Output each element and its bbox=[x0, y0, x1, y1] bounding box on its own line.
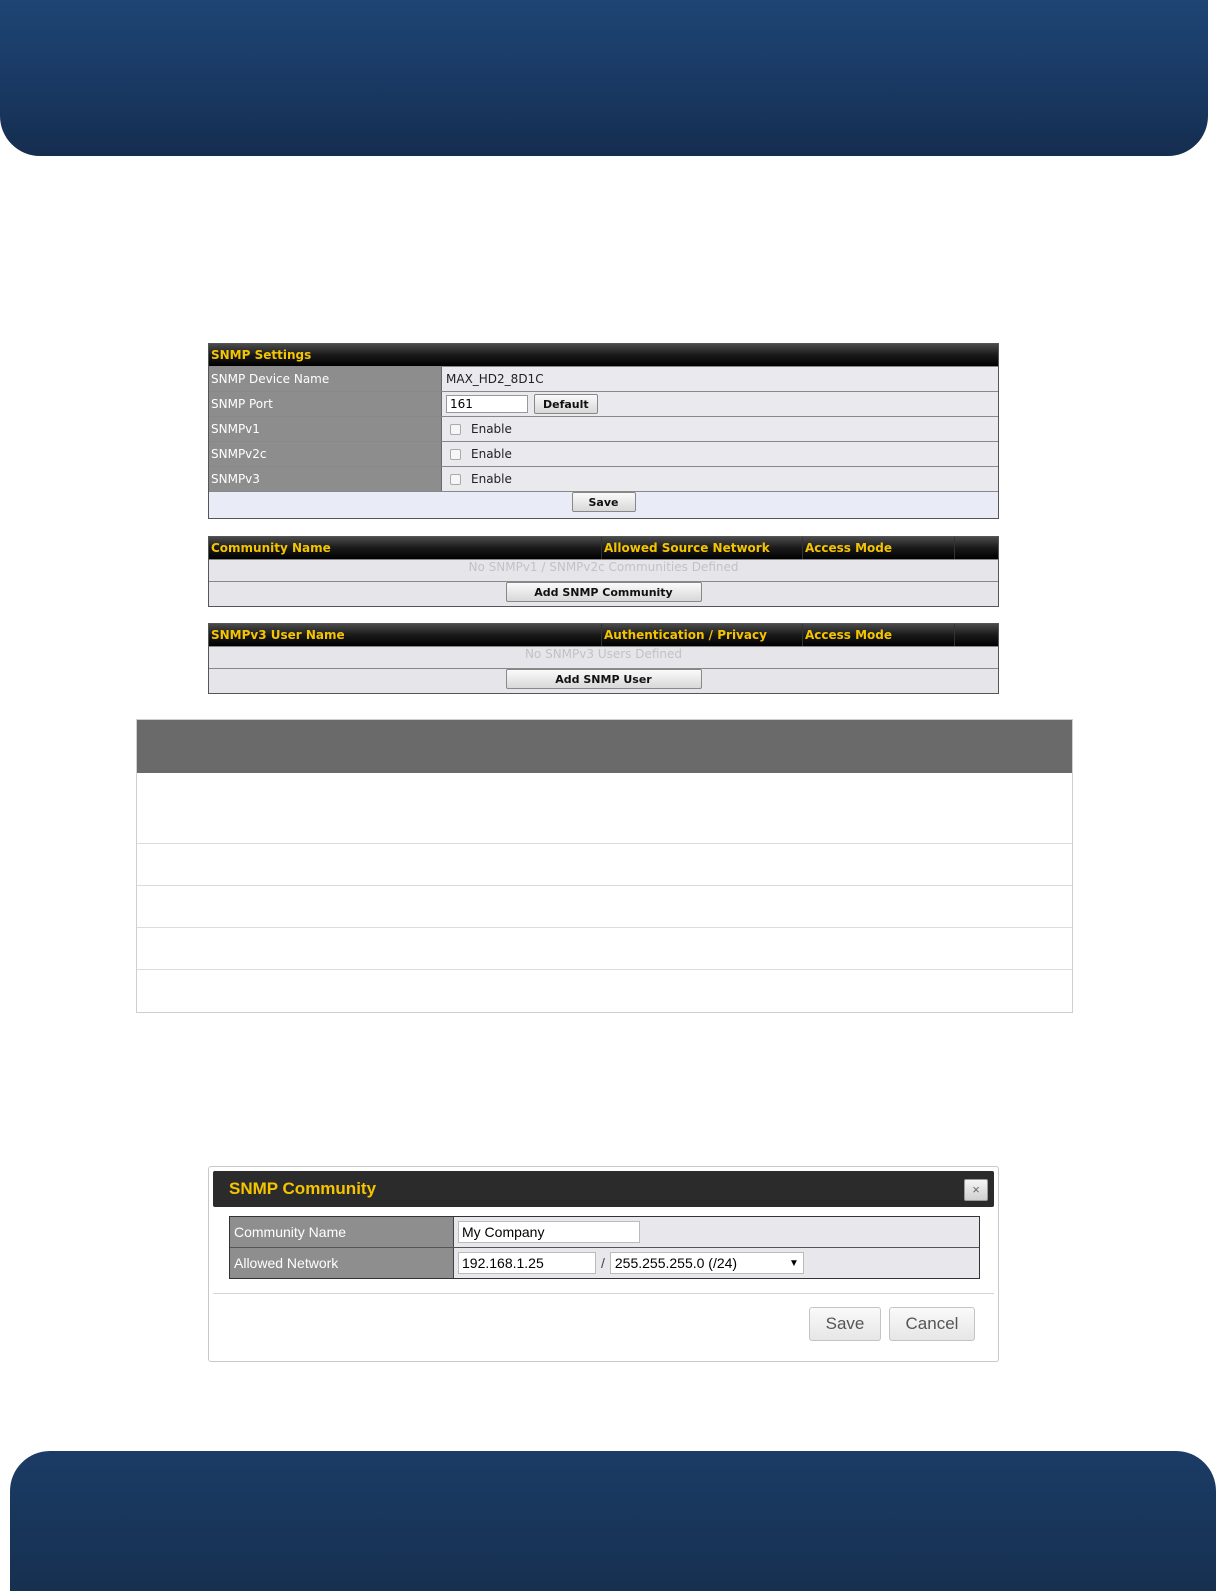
col-snmpv3-user-name: SNMPv3 User Name bbox=[209, 624, 602, 646]
add-community-row bbox=[209, 581, 998, 606]
add-snmp-user-button[interactable]: Add SNMP User bbox=[506, 669, 702, 689]
dialog-divider bbox=[213, 1293, 994, 1294]
device-name-label: SNMP Device Name bbox=[209, 367, 442, 391]
network-separator: / bbox=[601, 1255, 605, 1271]
snmpv3-checkbox[interactable] bbox=[450, 474, 461, 485]
snmp-settings-table bbox=[208, 343, 999, 519]
community-name-input[interactable] bbox=[458, 1221, 640, 1243]
network-ip-input[interactable] bbox=[458, 1252, 596, 1274]
snmp-settings-title: SNMP Settings bbox=[211, 348, 312, 362]
dialog-cancel-button[interactable]: Cancel bbox=[889, 1307, 975, 1341]
description-table bbox=[136, 719, 1073, 1013]
snmp-community-dialog bbox=[208, 1166, 999, 1362]
community-name-label: Community Name bbox=[230, 1217, 454, 1247]
close-icon[interactable]: × bbox=[964, 1179, 988, 1201]
description-row bbox=[137, 844, 1072, 886]
community-empty-row: No SNMPv1 / SNMPv2c Communities Defined bbox=[209, 559, 998, 581]
dialog-header bbox=[213, 1171, 994, 1207]
snmpv1-label: SNMPv1 bbox=[209, 417, 442, 441]
col-access-mode: Access Mode bbox=[803, 537, 955, 559]
community-table bbox=[208, 536, 999, 607]
row-device-name bbox=[209, 366, 998, 391]
description-row bbox=[137, 928, 1072, 970]
network-mask-value: 255.255.255.0 (/24) bbox=[614, 1255, 738, 1271]
row-snmpv3 bbox=[209, 466, 998, 491]
user-table-header bbox=[209, 624, 998, 646]
snmpv2c-label: SNMPv2c bbox=[209, 442, 442, 466]
chevron-down-icon: ▼ bbox=[788, 1257, 799, 1269]
snmp-save-button[interactable]: Save bbox=[572, 492, 636, 512]
community-name-row bbox=[230, 1217, 979, 1247]
description-table-header bbox=[137, 720, 1072, 773]
user-empty-row: No SNMPv3 Users Defined bbox=[209, 646, 998, 668]
col-authentication-privacy: Authentication / Privacy bbox=[602, 624, 803, 646]
snmpv2c-enable-label: Enable bbox=[471, 447, 512, 461]
default-port-button[interactable]: Default bbox=[534, 394, 598, 414]
device-name-value: MAX_HD2_8D1C bbox=[442, 367, 998, 391]
snmpv2c-checkbox[interactable] bbox=[450, 449, 461, 460]
col-user-access-mode: Access Mode bbox=[803, 624, 955, 646]
snmpv1-enable-label: Enable bbox=[471, 422, 512, 436]
col-allowed-source-network: Allowed Source Network bbox=[602, 537, 803, 559]
add-user-row bbox=[209, 668, 998, 693]
user-table bbox=[208, 623, 999, 694]
snmpv1-checkbox[interactable] bbox=[450, 424, 461, 435]
community-table-header bbox=[209, 537, 998, 559]
description-row bbox=[137, 773, 1072, 844]
save-row bbox=[209, 491, 998, 518]
snmpv3-enable-label: Enable bbox=[471, 472, 512, 486]
description-row bbox=[137, 970, 1072, 1012]
top-banner bbox=[0, 0, 1208, 156]
add-snmp-community-button[interactable]: Add SNMP Community bbox=[506, 582, 702, 602]
snmp-port-input[interactable] bbox=[446, 395, 528, 413]
allowed-network-label: Allowed Network bbox=[230, 1248, 454, 1278]
allowed-network-row bbox=[230, 1247, 979, 1278]
row-snmpv2c bbox=[209, 441, 998, 466]
network-mask-select[interactable] bbox=[610, 1252, 804, 1274]
dialog-form bbox=[229, 1216, 980, 1279]
description-row bbox=[137, 886, 1072, 928]
snmpv3-label: SNMPv3 bbox=[209, 467, 442, 491]
dialog-title: SNMP Community bbox=[229, 1179, 377, 1198]
row-snmp-port bbox=[209, 391, 998, 416]
col-community-name: Community Name bbox=[209, 537, 602, 559]
snmp-settings-header bbox=[209, 344, 998, 366]
snmp-port-label: SNMP Port bbox=[209, 392, 442, 416]
dialog-save-button[interactable]: Save bbox=[809, 1307, 881, 1341]
row-snmpv1 bbox=[209, 416, 998, 441]
bottom-banner bbox=[10, 1451, 1216, 1591]
